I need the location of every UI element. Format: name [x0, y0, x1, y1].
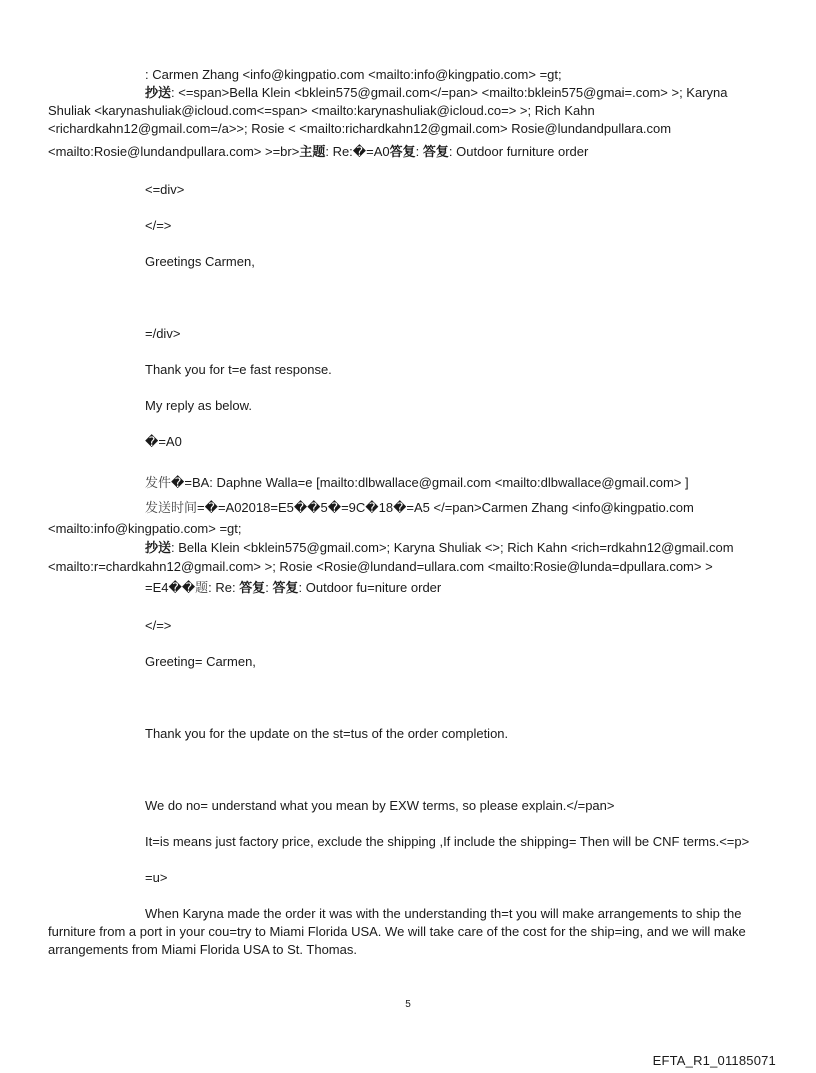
reply-label: 答复 — [389, 145, 416, 160]
text: <=div> — [145, 182, 185, 197]
text: =�=A02018=E5��5�=9C�18�=A5 </=pan>Carmen Zhang <info@kingpatio.com — [197, 500, 694, 515]
body-paragraph — [145, 361, 332, 379]
text: Shuliak <karynashuliak@icloud.com<=span> <mailto:karynashuliak@icloud.co=> >; Rich Kahn — [48, 103, 595, 118]
text: <mailto:Rosie@lundandpullara.com> >=br> — [48, 144, 300, 159]
markup-fragment — [145, 181, 184, 199]
text: : <=span>Bella Klein <bklein575@gmail.com</=pan> <mailto:bklein575@gmai=.com> >; Karyna — [171, 85, 728, 100]
text: : Bella Klein <bklein575@gmail.com>; Karyna Shuliak <>; Rich Kahn <rich=rdkahn12@gmail.com — [171, 540, 734, 555]
header-cc-line-2 — [48, 558, 713, 576]
text: =/div> — [145, 326, 181, 341]
text: </=> — [145, 218, 172, 233]
cc-label: 抄送 — [145, 541, 172, 556]
body-paragraph — [145, 397, 252, 415]
markup-fragment — [145, 433, 182, 451]
header-from-line — [145, 474, 689, 493]
header-to-line — [145, 66, 562, 84]
sent-label: 发送时间 — [145, 501, 198, 516]
text: <mailto:r=chardkahn12@gmail.com> >; Rosie <Rosie@lundand=ullara.com <mailto:Rosie@lunda=dpullara.com> > — [48, 559, 713, 574]
body-paragraph — [145, 797, 615, 815]
text: : Outdoor furniture order — [448, 144, 589, 159]
text: Greetings Carmen, — [145, 254, 255, 269]
greeting — [145, 253, 255, 271]
subject-label: 题 — [195, 581, 209, 596]
text: Greeting= Carmen, — [145, 654, 256, 669]
text: �=BA: Daphne Walla=e [mailto:dlbwallace@gmail.com <mailto:dlbwallace@gmail.com> ] — [171, 475, 689, 490]
markup-fragment — [145, 325, 180, 343]
text: We do no= understand what you mean by EXW terms, so please explain.</=pan> — [145, 798, 615, 813]
page-number: 5 — [405, 999, 411, 1010]
reply-label: 答复 — [272, 581, 299, 596]
text: <mailto:info@kingpatio.com> =gt; — [48, 521, 242, 536]
header-subject-line — [145, 579, 441, 598]
text: : — [265, 580, 273, 595]
header-cc-line-2 — [48, 102, 595, 120]
subject-label: 主题 — [299, 145, 326, 160]
body-paragraph — [48, 905, 760, 959]
text: : Outdoor fu=niture order — [298, 580, 442, 595]
markup-fragment — [145, 617, 171, 635]
bates-number: EFTA_R1_01185071 — [652, 1053, 776, 1068]
text: : Carmen Zhang <info@kingpatio.com <mailto:info@kingpatio.com> =gt; — [145, 67, 562, 82]
header-cc-line — [145, 539, 734, 558]
text: =E4�� — [145, 580, 196, 595]
reply-label: 答复 — [239, 581, 266, 596]
text: : Re:�=A0 — [325, 144, 390, 159]
markup-fragment — [145, 869, 167, 887]
text: Thank you for the update on the st=tus of the order completion. — [145, 726, 509, 741]
markup-fragment — [145, 217, 171, 235]
from-label: 发件 — [145, 476, 172, 491]
cc-label: 抄送 — [145, 86, 172, 101]
body-paragraph — [145, 725, 508, 743]
text: It=is means just factory price, exclude the shipping ,If include the shipping= Then will be CNF terms.<=p> — [145, 834, 750, 849]
text: �=A0 — [145, 434, 182, 449]
text: : — [415, 144, 423, 159]
text: </=> — [145, 618, 172, 633]
header-sent-line — [145, 499, 694, 518]
header-subject-line — [48, 143, 588, 162]
greeting — [145, 653, 256, 671]
text: Thank you for t=e fast response. — [145, 362, 332, 377]
text: : Re: — [208, 580, 240, 595]
header-sent-line-2 — [48, 520, 242, 538]
header-cc-line — [145, 84, 728, 103]
text: <richardkahn12@gmail.com=/a>>; Rosie < <mailto:richardkahn12@gmail.com> Rosie@lundandpullara.com — [48, 121, 672, 136]
text: When Karyna made the order it was with the understanding th=t you will make arrangements to ship the furniture from a port in your cou=try to Miami Florida USA. We will take care of the cost for the ship=ing, and we will make arrangements from Miami Florida USA to St. Thomas. — [48, 906, 746, 957]
text: =u> — [145, 870, 168, 885]
body-paragraph — [145, 833, 749, 851]
header-cc-line-3 — [48, 120, 671, 138]
text: My reply as below. — [145, 398, 252, 413]
reply-label: 答复 — [422, 145, 449, 160]
